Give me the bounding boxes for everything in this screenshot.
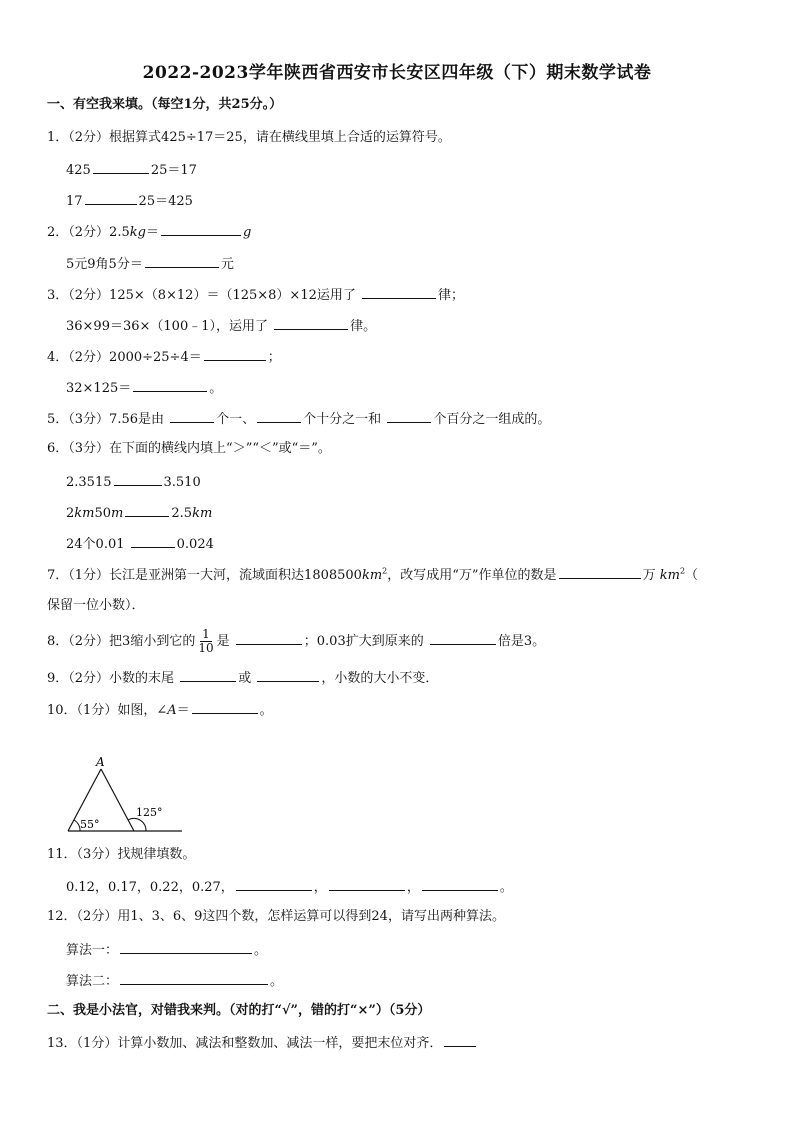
section-2-heading: 二、我是小法官，对错我来判。（对的打“√”，错的打“×”）（5分）	[47, 1003, 431, 1018]
answer-blank[interactable]	[85, 191, 137, 205]
question-6-line-b: 2km50m 2.5km	[66, 503, 212, 523]
question-7-stem: 7．（1分）长江是亚洲第一大河，流域面积达$1808500km^2$，改写成用“万”作单位的数是 万 $km^2$（	[47, 566, 699, 583]
question-8-stem: 8．（2分）把3缩小到它的 $\frac{1}{10}$ 是 ；0.03扩大到原来的 倍是3。	[47, 627, 546, 655]
answer-blank[interactable]	[257, 668, 319, 682]
question-2-line-b: 5元9角5分＝ 元	[66, 254, 234, 274]
question-4-stem: 4．（2分）2000÷25÷4＝ ；	[47, 347, 281, 367]
angle-label-55: 55°	[80, 818, 100, 831]
answer-blank[interactable]	[559, 565, 641, 579]
question-12-method-2: 算法二： 。	[66, 971, 283, 991]
answer-blank[interactable]	[236, 631, 302, 645]
answer-blank[interactable]	[430, 631, 496, 645]
answer-blank[interactable]	[120, 940, 252, 954]
question-1-line-b: 17 25＝425	[66, 191, 193, 211]
answer-blank[interactable]	[120, 971, 268, 985]
question-11-line-b: 0.12，0.17，0.22，0.27， ， ， 。	[66, 877, 513, 897]
question-13-stem: 13．（1分）计算小数加、减法和整数加、减法一样，要把末位对齐．	[47, 1033, 478, 1053]
question-9-stem: 9．（2分）小数的末尾 或 ，小数的大小不变．	[47, 668, 438, 688]
vertex-label: A	[96, 755, 105, 769]
triangle-figure	[60, 752, 190, 836]
question-1-line-a: 425 25＝17	[66, 160, 197, 180]
answer-blank[interactable]	[125, 503, 169, 517]
question-11-stem: 11．（3分）找规律填数。	[47, 847, 196, 862]
question-4-line-b: 32×125＝ 。	[66, 378, 222, 398]
answer-blank[interactable]	[204, 347, 266, 361]
question-3-line-b: 36×99＝36×（100﹣1），运用了 律。	[66, 316, 376, 336]
question-6-stem: 6．（3分）在下面的横线内填上“＞”“＜”或“＝”。	[47, 441, 331, 456]
angle-label-125: 125°	[136, 806, 163, 819]
answer-blank[interactable]	[236, 877, 312, 891]
right-side	[101, 769, 134, 831]
question-3-stem: 3．（2分）125×（8×12）＝（125×8）×12运用了 律；	[47, 285, 464, 305]
question-6-line-c: 24个0.01 0.024	[66, 534, 214, 554]
page-title: 2022-2023学年陕西省西安市长安区四年级（下）期末数学试卷	[142, 63, 652, 83]
answer-blank[interactable]	[387, 409, 431, 423]
answer-blank[interactable]	[114, 472, 162, 486]
question-2-stem: 2．（2分）2.5kg＝ g	[47, 222, 251, 242]
question-6-line-a: 2.3515 3.510	[66, 472, 201, 492]
fraction: $\frac{1}{10}$	[198, 627, 214, 655]
question-12-stem: 12．（2分）用1、3、6、9这四个数，怎样运算可以得到24，请写出两种算法。	[47, 909, 505, 924]
answer-blank[interactable]	[131, 534, 175, 548]
answer-blank[interactable]	[444, 1033, 476, 1047]
answer-blank[interactable]	[170, 409, 214, 423]
question-12-method-1: 算法一： 。	[66, 940, 267, 960]
question-5-stem: 5．（3分）7.56是由 个一、 个十分之一和 个百分之一组成的。	[47, 409, 550, 429]
section-1-heading: 一、有空我来填。（每空1分，共25分。）	[47, 97, 283, 112]
answer-blank[interactable]	[161, 222, 241, 236]
answer-blank[interactable]	[362, 285, 436, 299]
answer-blank[interactable]	[422, 877, 498, 891]
answer-blank[interactable]	[192, 700, 258, 714]
answer-blank[interactable]	[145, 254, 219, 268]
question-1-stem: 1．（2分）根据算式425÷17＝25，请在横线里填上合适的运算符号。	[47, 130, 451, 145]
question-10-stem: 10．（1分）如图，∠A＝ 。	[47, 700, 273, 720]
answer-blank[interactable]	[180, 668, 236, 682]
answer-blank[interactable]	[93, 160, 149, 174]
answer-blank[interactable]	[133, 378, 207, 392]
answer-blank[interactable]	[329, 877, 405, 891]
answer-blank[interactable]	[274, 316, 348, 330]
answer-blank[interactable]	[257, 409, 301, 423]
question-7-line-2: 保留一位小数）．	[47, 598, 145, 613]
